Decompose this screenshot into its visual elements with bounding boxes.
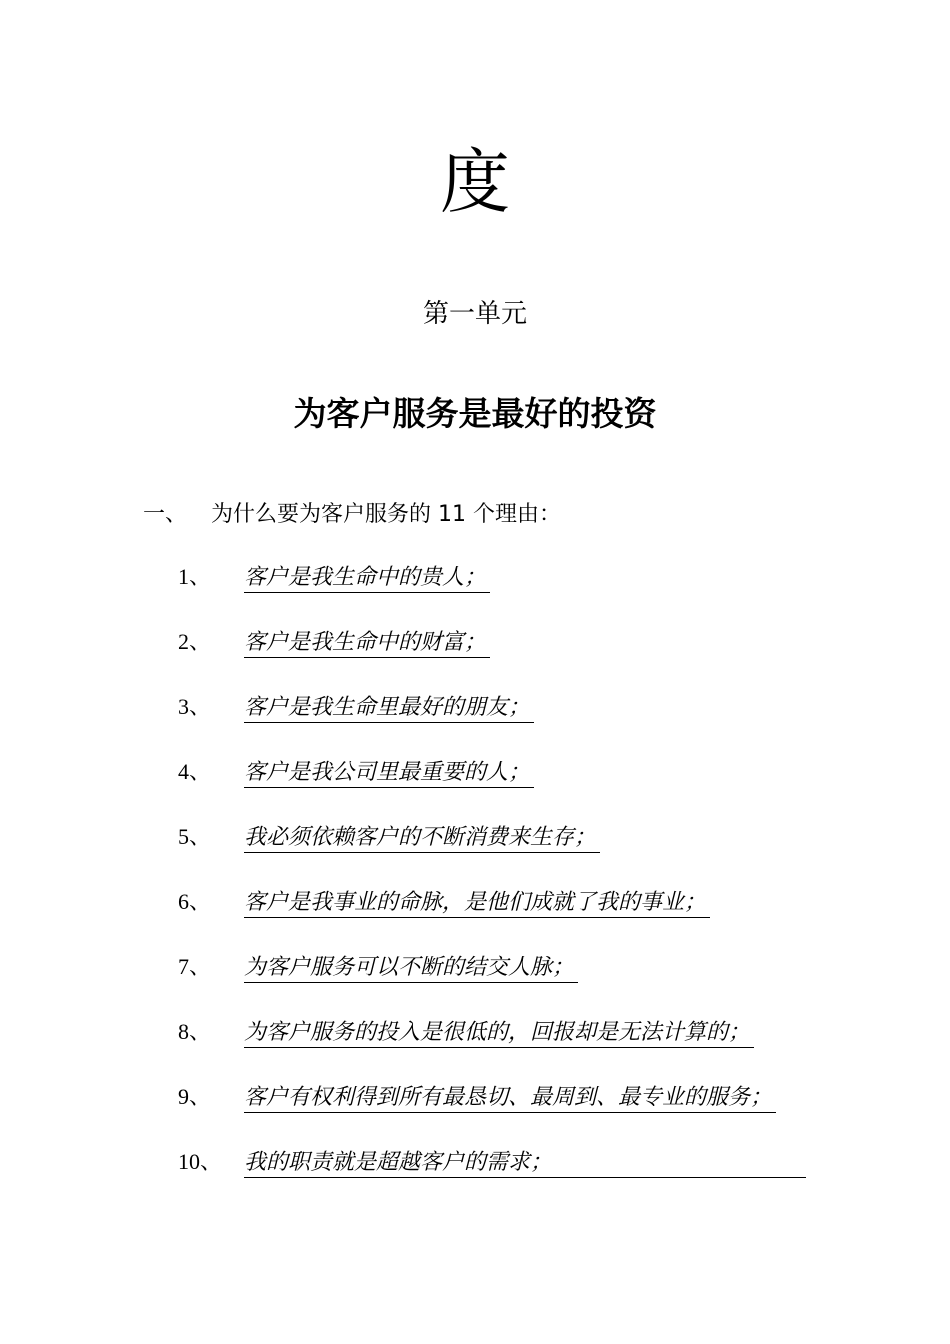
- item-index: 9、: [178, 1084, 212, 1109]
- page-title-char: 度: [440, 141, 510, 223]
- list-item: [178, 822, 806, 887]
- item-index: 1、: [178, 564, 212, 589]
- item-text: 客户是我事业的命脉，是他们成就了我的事业；: [244, 889, 710, 918]
- item-text: 为客户服务的投入是很低的，回报却是无法计算的；: [244, 1019, 754, 1048]
- item-text: 客户有权利得到所有最恳切、最周到、最专业的服务；: [244, 1084, 776, 1113]
- item-text: 为客户服务可以不断的结交人脉；: [244, 954, 578, 983]
- list-item: [178, 952, 806, 1017]
- item-text: 我必须依赖客户的不断消费来生存；: [244, 824, 600, 853]
- list-heading: [143, 500, 561, 530]
- list-item: [178, 692, 806, 757]
- heading-text: 为什么要为客户服务的 11 个理由：: [211, 502, 561, 527]
- list-item: [178, 1147, 806, 1212]
- item-index: 10、: [178, 1149, 223, 1174]
- item-index: 4、: [178, 759, 212, 784]
- item-index: 7、: [178, 954, 212, 979]
- heading-number: 一、: [143, 502, 188, 527]
- list-item: [178, 627, 806, 692]
- list-item: [178, 562, 806, 627]
- item-index: 3、: [178, 694, 212, 719]
- list-item: [178, 887, 806, 952]
- list-item: [178, 1082, 806, 1147]
- item-text: 客户是我生命里最好的朋友；: [244, 694, 534, 723]
- unit-label: 第一单元: [422, 299, 527, 329]
- reasons-list: [178, 562, 806, 1212]
- section-title: 为客户服务是最好的投资: [293, 394, 657, 433]
- item-text: 客户是我公司里最重要的人；: [244, 759, 534, 788]
- item-text: 客户是我生命中的贵人；: [244, 564, 490, 593]
- item-index: 6、: [178, 889, 212, 914]
- item-text: 客户是我生命中的财富；: [244, 629, 490, 658]
- list-item: [178, 1017, 806, 1082]
- item-index: 8、: [178, 1019, 212, 1044]
- list-item: [178, 757, 806, 822]
- item-index: 2、: [178, 629, 212, 654]
- item-text: 我的职责就是超越客户的需求；: [244, 1149, 806, 1178]
- item-index: 5、: [178, 824, 212, 849]
